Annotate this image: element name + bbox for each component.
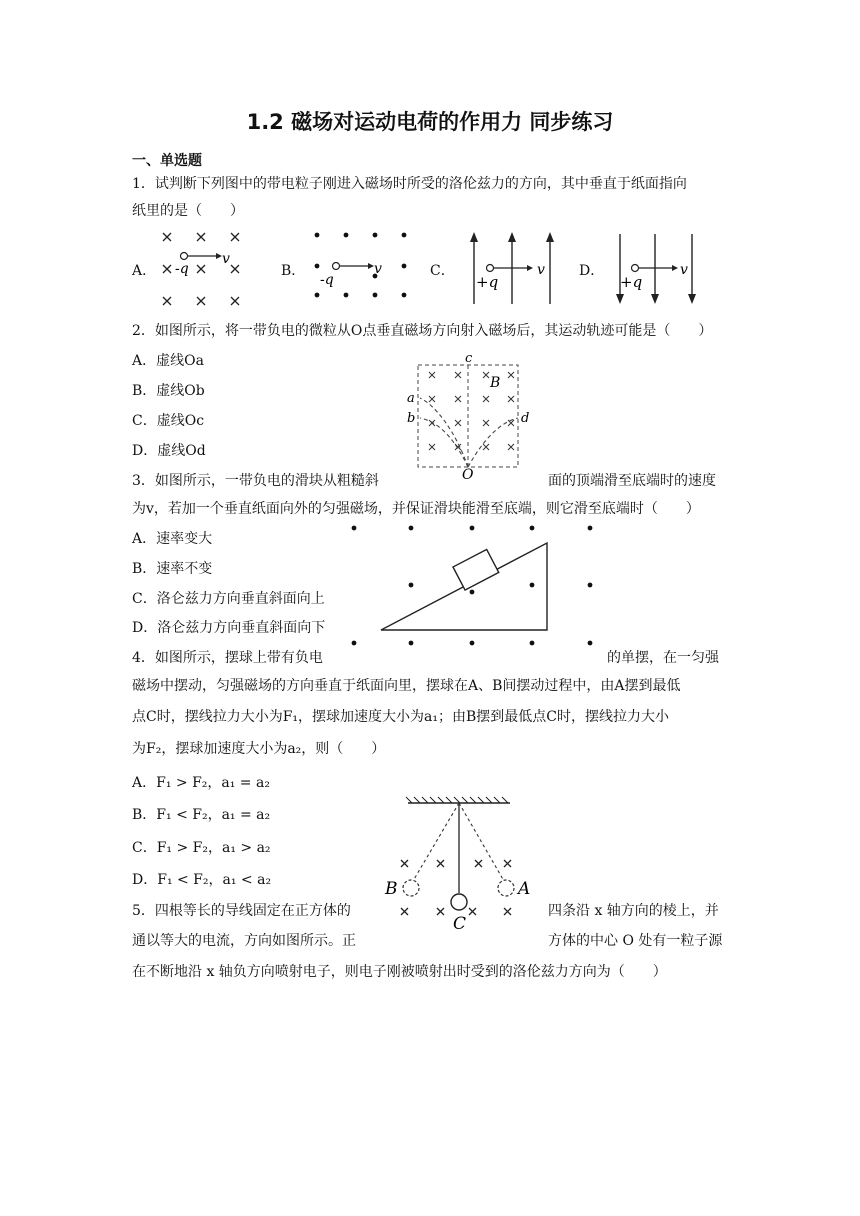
q3-option-a[interactable]: A．速率变大 <box>132 531 213 547</box>
q5-stem-line1b: 四条沿 x 轴方向的棱上，并 <box>548 903 719 919</box>
q1-a-charge-label: -q <box>175 261 189 277</box>
q2-option-c[interactable]: C．虚线Oc <box>132 413 205 429</box>
q4-stem-line2: 磁场中摆动，匀强磁场的方向垂直于纸面向里，摆球在A、B间摆动过程中，由A摆到最低 <box>132 678 681 694</box>
q5-stem-line3: 在不断地沿 x 轴负方向喷射电子，则电子刚被喷射出时受到的洛伦兹力方向为（ ） <box>132 964 667 980</box>
q4-stem-line4: 为F₂，摆球加速度大小为a₂，则（ ） <box>132 741 386 757</box>
q2-label-b: b <box>407 411 416 426</box>
q3-stem-line1b: 面的顶端滑至底端时的速度 <box>548 473 716 489</box>
q3-option-c[interactable]: C．洛仑兹力方向垂直斜面向上 <box>132 591 325 607</box>
q3-option-d[interactable]: D．洛仑兹力方向垂直斜面向下 <box>132 620 326 636</box>
q1-option-a-label[interactable]: A． <box>132 263 157 279</box>
q4-label-c: C <box>453 914 467 934</box>
q4-figure <box>380 793 540 933</box>
q4-option-c[interactable]: C．F₁ > F₂，a₁ > a₂ <box>132 840 271 856</box>
q5-stem-line2a: 通以等大的电流，方向如图所示。正 <box>132 933 356 949</box>
q1-b-velocity-label: v <box>374 261 382 277</box>
q1-figure-d <box>614 230 714 310</box>
q5-stem-line1a: 5．四根等长的导线固定在正方体的 <box>132 903 351 919</box>
q2-label-field: B <box>490 375 501 391</box>
q4-stem-line1b: 的单摆，在一匀强 <box>607 650 719 666</box>
q3-stem-line2: 为v，若加一个垂直纸面向外的匀强磁场，并保证滑块能滑至底端，则它滑至底端时（ ） <box>132 501 700 517</box>
q1-d-velocity-label: v <box>680 262 688 278</box>
q1-option-b-label[interactable]: B． <box>281 263 306 279</box>
q2-option-a[interactable]: A．虚线Oa <box>132 353 204 369</box>
q2-label-d: d <box>521 411 530 426</box>
section-heading: 一、单选题 <box>132 153 202 169</box>
page-title: 1.2 磁场对运动电荷的作用力 同步练习 <box>246 110 614 134</box>
q1-stem-line2: 纸里的是（ ） <box>132 203 244 219</box>
q2-option-b[interactable]: B．虚线Ob <box>132 383 205 399</box>
q3-option-b[interactable]: B．速率不变 <box>132 561 213 577</box>
q1-option-d-label[interactable]: D． <box>579 263 605 279</box>
q2-figure <box>405 350 535 483</box>
q1-b-charge-label: -q <box>320 272 334 288</box>
q4-stem-line1a: 4．如图所示，摆球上带有负电 <box>132 650 323 666</box>
q1-stem-line1: 1．试判断下列图中的带电粒子刚进入磁场时所受的洛伦兹力的方向，其中垂直于纸面指向 <box>132 176 687 192</box>
q1-option-c-label[interactable]: C． <box>430 263 455 279</box>
q1-c-velocity-label: v <box>537 262 545 278</box>
q3-figure <box>350 522 600 652</box>
q4-stem-line3: 点C时，摆线拉力大小为F₁，摆球加速度大小为a₁；由B摆到最低点C时，摆线拉力大小 <box>132 709 669 725</box>
q1-d-charge-label: +q <box>620 273 643 291</box>
q5-stem-line2b: 方体的中心 O 处有一粒子源 <box>548 933 723 949</box>
q3-stem-line1a: 3．如图所示，一带负电的滑块从粗糙斜 <box>132 473 379 489</box>
q2-stem: 2．如图所示，将一带负电的微粒从O点垂直磁场方向射入磁场后，其运动轨迹可能是（ ） <box>132 323 713 339</box>
q1-figure-a <box>150 228 250 308</box>
q1-figure-b <box>308 228 408 308</box>
q2-label-origin: O <box>462 467 474 483</box>
q4-label-a: A <box>518 879 531 899</box>
q2-label-c: c <box>465 351 473 366</box>
q4-option-b[interactable]: B．F₁ < F₂，a₁ = a₂ <box>132 807 271 823</box>
q4-option-a[interactable]: A．F₁ > F₂，a₁ = a₂ <box>132 775 270 791</box>
q2-label-a: a <box>407 391 415 406</box>
q4-option-d[interactable]: D．F₁ < F₂，a₁ < a₂ <box>132 872 272 888</box>
q1-figure-c <box>465 230 565 310</box>
q1-a-velocity-label: v <box>222 251 230 267</box>
q1-c-charge-label: +q <box>476 273 499 291</box>
q4-label-b: B <box>385 879 398 899</box>
q2-option-d[interactable]: D．虚线Od <box>132 443 206 459</box>
